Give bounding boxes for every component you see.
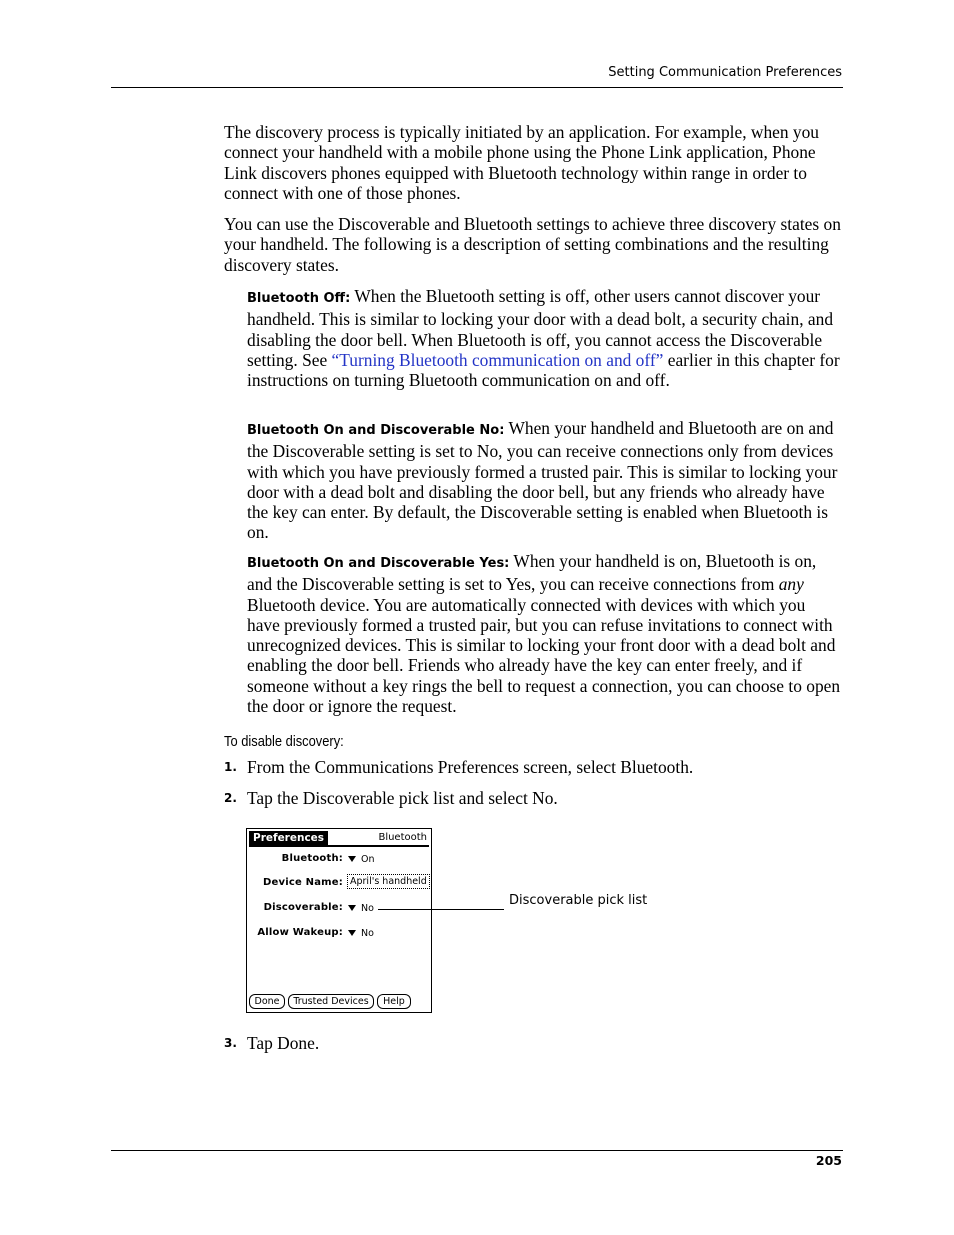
device-name-field[interactable]: April's handheld: [347, 874, 430, 889]
dropdown-triangle-icon[interactable]: [348, 856, 356, 862]
palm-panel-picker[interactable]: Bluetooth: [378, 832, 427, 843]
definition-text: Bluetooth device. You are automatically connected with devices with which you have previously formed a trusted pair, but you can refuse invitations to connect with unrecognized devices. This is similar to locking your front door with a dead bolt and enabling the door bell. Friends who already have the key can enter freely, and if someone without a key rings the bell to request a connection, you can choose to open the door or ignore the request.: [247, 594, 841, 717]
emphasis-text: any: [778, 574, 804, 595]
callout-label: Discoverable pick list: [509, 893, 648, 908]
trusted-devices-button[interactable]: Trusted Devices: [288, 994, 374, 1009]
help-button[interactable]: Help: [377, 994, 411, 1009]
step-text: From the Communications Preferences screen, select Bluetooth.: [247, 757, 694, 777]
definition-text: When your handheld and Bluetooth are on and the Discoverable setting is set to No, you can receive connections only from devices with which you have previously formed a trusted pair. This is similar to locking your door with a dead bolt and disabling the door bell, but any friends who already have the key can enter. By default, the Discoverable setting is enabled when Bluetooth is on.: [247, 418, 838, 543]
definition-text: When the Bluetooth setting is off, other users cannot discover your handheld. This is similar to locking your door with a dead bolt, a security chain, and disabling the door bell. When Bluetooth is off, you cannot access the Discoverable setting. See: [247, 286, 834, 370]
cross-reference-link[interactable]: “Turning Bluetooth communication on and off”: [331, 349, 664, 370]
footer-rule: [111, 1150, 843, 1151]
definition-discoverable-yes: [247, 551, 842, 716]
dropdown-triangle-icon[interactable]: [348, 930, 356, 936]
palm-label: Bluetooth:: [281, 853, 343, 864]
palm-title: Preferences: [249, 831, 328, 845]
callout-leader-line: [378, 909, 504, 910]
palm-label: Allow Wakeup:: [257, 927, 343, 938]
procedure-heading: To disable discovery:: [224, 733, 344, 750]
page-number: 205: [815, 1153, 842, 1168]
definition-bluetooth-off: [247, 286, 842, 390]
palm-value[interactable]: No: [361, 928, 374, 939]
palm-title-bar: [249, 831, 429, 845]
states-paragraph: You can use the Discoverable and Bluetooth settings to achieve three discovery states on your handheld. The following is a description of setting combinations and the resulting discovery states.: [224, 214, 841, 275]
palm-value[interactable]: No: [361, 903, 374, 914]
palm-row-device-name: [247, 877, 431, 891]
palm-label: Device Name:: [263, 877, 343, 888]
palm-row-bluetooth: [247, 853, 431, 867]
step-number: 1.: [224, 760, 237, 774]
definition-text: When your handheld is on, Bluetooth is on, and the Discoverable setting is set to Yes, you can receive connections from: [247, 551, 817, 595]
step-text: Tap the Discoverable pick list and select No.: [247, 788, 558, 808]
definition-discoverable-no: [247, 418, 842, 543]
definition-term: Bluetooth On and Discoverable Yes:: [247, 556, 510, 571]
palm-preferences-screenshot: [246, 828, 432, 1013]
definition-term: Bluetooth On and Discoverable No:: [247, 423, 505, 438]
step-number: 3.: [224, 1036, 237, 1050]
step-number: 2.: [224, 791, 237, 805]
dropdown-triangle-icon[interactable]: [348, 905, 356, 911]
step-text: Tap Done.: [247, 1033, 320, 1053]
definition-term: Bluetooth Off:: [247, 291, 351, 306]
palm-row-allow-wakeup: [247, 927, 431, 941]
header-rule: [111, 87, 843, 88]
running-header: Setting Communication Preferences: [608, 65, 842, 80]
palm-label: Discoverable:: [263, 902, 343, 913]
definition-text: earlier in this chapter for instructions on turning Bluetooth communication on and off.: [247, 349, 840, 391]
done-button[interactable]: Done: [249, 994, 285, 1009]
intro-paragraph: The discovery process is typically initiated by an application. For example, when you connect your handheld with a mobile phone using the Phone Link application, Phone Link discovers phones equipped with Bluetooth technology within range in order to connect with one of those phones.: [224, 122, 819, 203]
palm-title-rule: [249, 845, 429, 847]
palm-value[interactable]: On: [361, 854, 375, 865]
